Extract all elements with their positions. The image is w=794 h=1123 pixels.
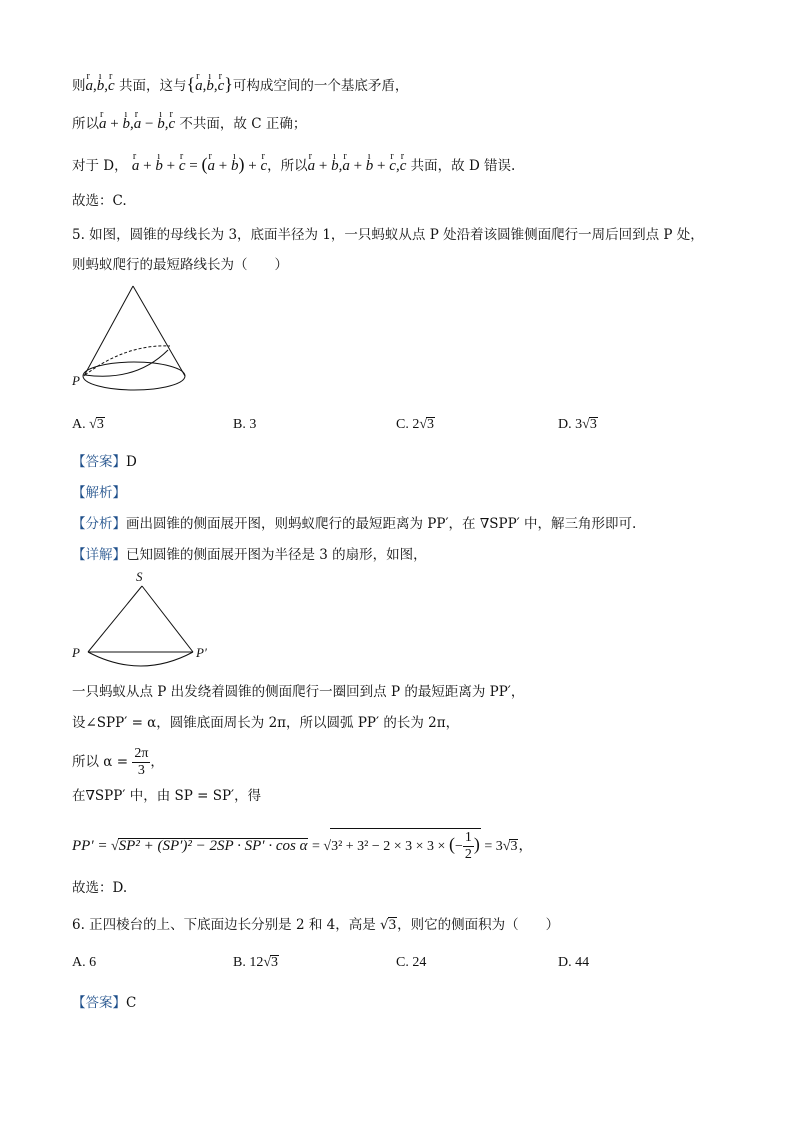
option-b: B. 3 [233,417,257,432]
text: 所以 α = [72,754,129,770]
numerator: 1 [464,830,472,846]
fenxi-line [72,513,636,535]
vector-c: r c [389,155,396,177]
sector-right-label: P′ [196,645,207,660]
radicand: 3 [271,955,279,970]
formula-line: PP′ = √SP² + (SP′)² − 2SP · SP′ · cos α = √3² + 3² − 2 × 3 × 3 × (− $\frac{1}{2}$ ) = 3√3， [72,828,532,863]
text-line: 则r a,ı b,r c 共面，这与{r a,ı b,r c}可构成空间的一个基底矛盾， [72,73,408,97]
option-label: B. [233,955,246,970]
option-label: A. [72,417,86,432]
vector-a: r a [308,155,316,177]
text: ， [518,839,533,854]
detail-line-2: 设∠SPP′ = α，圆锥底面周长为 2π，所以圆弧 PP′ 的长为 2π， [72,715,460,731]
radicand: 3 [96,417,104,432]
vector-c: r c [400,155,407,177]
vector-c: r c [260,155,267,177]
vector-b: ı b [97,75,105,97]
option-label: D. [558,417,572,432]
sector-apex-label: S [136,569,143,584]
text: 则 [72,78,86,94]
text: ， [150,754,164,770]
detail-line-3 [72,746,164,779]
vector-b: ı b [155,155,163,177]
vector-a: r a [208,155,216,177]
sector-figure [66,566,226,678]
coefficient: 12 [249,955,264,970]
text: ，所以 [267,158,308,174]
vector-b: ı b [366,155,374,177]
tag-text: 【详解】 [72,547,126,563]
question-5-text-cont: 则蚂蚁爬行的最短路线长为（ ） [72,257,288,273]
detail-line-1: 一只蚂蚁从点 P 出发绕着圆锥的侧面爬行一圈回到点 P 的最短距离为 PP′， [72,684,525,700]
sector-radius-left [88,586,142,652]
tag-text: 【解析】 [72,485,126,501]
fraction [463,830,474,863]
coefficient: 3 [575,417,583,432]
radicand: 3 [388,917,397,933]
option-d: D. 3√3 [558,417,597,432]
vector-b: ı b [331,155,339,177]
option-d: D. 44 [558,955,590,970]
vector-c: r c [168,113,175,135]
fraction [132,746,150,779]
answer-value: D [126,454,137,470]
formula-lhs: PP′ = [72,838,108,854]
answer-choice-line: 故选：C. [72,193,127,209]
text: 共面，这与 [118,78,187,94]
numerator: 2π [134,746,149,761]
question-6-text: 6. 正四棱台的上、下底面边长分别是 2 和 4，高是 √3，则它的侧面积为（ ） [72,917,560,933]
text: 不共面，故 C 正确； [179,116,307,132]
denominator: 3 [137,763,145,778]
xiangjie-line [72,544,427,566]
text-line: 所以r a + ı b,r a − ı b,r c 不共面，故 C 正确； [72,113,306,135]
text: ，则它的侧面积为（ ） [397,917,560,933]
vector-a: r a [134,113,142,135]
radicand: 3 [427,417,435,432]
answer-line [72,451,137,473]
radicand: 3² + 3² − 2 × 3 × 3 × (− $\frac{1}{2}$ ) [330,828,481,863]
vector-b: ı b [122,113,130,135]
denominator: 2 [464,847,472,863]
vector-b: ı b [231,155,239,177]
text: 共面，故 D 错误. [410,158,516,174]
answer-value: C [126,995,137,1011]
radicand: 3 [589,417,597,432]
fenxi-text: 画出圆锥的侧面展开图，则蚂蚁爬行的最短距离为 PP′，在 ∇SPP′ 中，解三角形即可. [126,516,637,532]
vector-a: r a [99,113,107,135]
option-c: C. 24 [396,955,427,970]
tag-text: 【分析】 [72,516,126,532]
radicand: 3 [510,839,518,854]
vector-a: r a [342,155,350,177]
vector-c: r c [108,75,115,97]
option-c: C. 2√3 [396,417,435,432]
option-b: B. 12√3 [233,955,279,970]
vector-b: ı b [206,75,214,97]
vector-b: ı b [157,113,165,135]
xiangjie-text: 已知圆锥的侧面展开图为半径是 3 的扇形，如图， [126,547,427,563]
vector-c: r c [218,75,225,97]
equals: = [311,839,320,854]
vector-a: r a [86,75,94,97]
text: 6. 正四棱台的上、下底面边长分别是 2 和 4，高是 [72,917,376,933]
result: = 3 [484,839,503,854]
option-a: A. √3 [72,417,104,432]
sector-arc [88,652,193,666]
answer-tag: 【答案】 [72,995,126,1011]
cone-figure [66,282,196,394]
text: 对于 D， [72,158,128,174]
sector-radius-right [142,586,193,652]
coefficient: 2 [412,417,420,432]
vector-a: r a [132,155,140,177]
answer-line [72,992,136,1014]
detail-line-5: 故选：D. [72,880,128,896]
answer-tag: 【答案】 [72,454,126,470]
text-line: 对于 D， r a + ı b + r c = (r a + ı b) + r c，所以r a + ı b,r a + ı b + r c,r c 共面，故 D 错误. [72,153,515,177]
option-a: A. 6 [72,955,97,970]
text: 所以 [72,116,99,132]
detail-line-4: 在∇SPP′ 中，由 SP = SP′，得 [72,788,262,804]
sector-left-label: P [72,645,80,660]
vector-c: r c [179,155,186,177]
option-label: C. [396,417,409,432]
analysis-tag [72,482,126,504]
vector-a: r a [195,75,203,97]
cone-point-label: P [72,373,80,388]
radicand-text: 3² + 3² − 2 × 3 × 3 × [331,839,446,854]
question-5-text: 5. 如图，圆锥的母线长为 3，底面半径为 1，一只蚂蚁从点 P 处沿着该圆锥侧面爬行一周后回到点 P 处， [72,227,704,243]
text: 可构成空间的一个基底矛盾， [232,78,409,94]
radicand: SP² + (SP′)² − 2SP · SP′ · cos α [118,838,308,854]
